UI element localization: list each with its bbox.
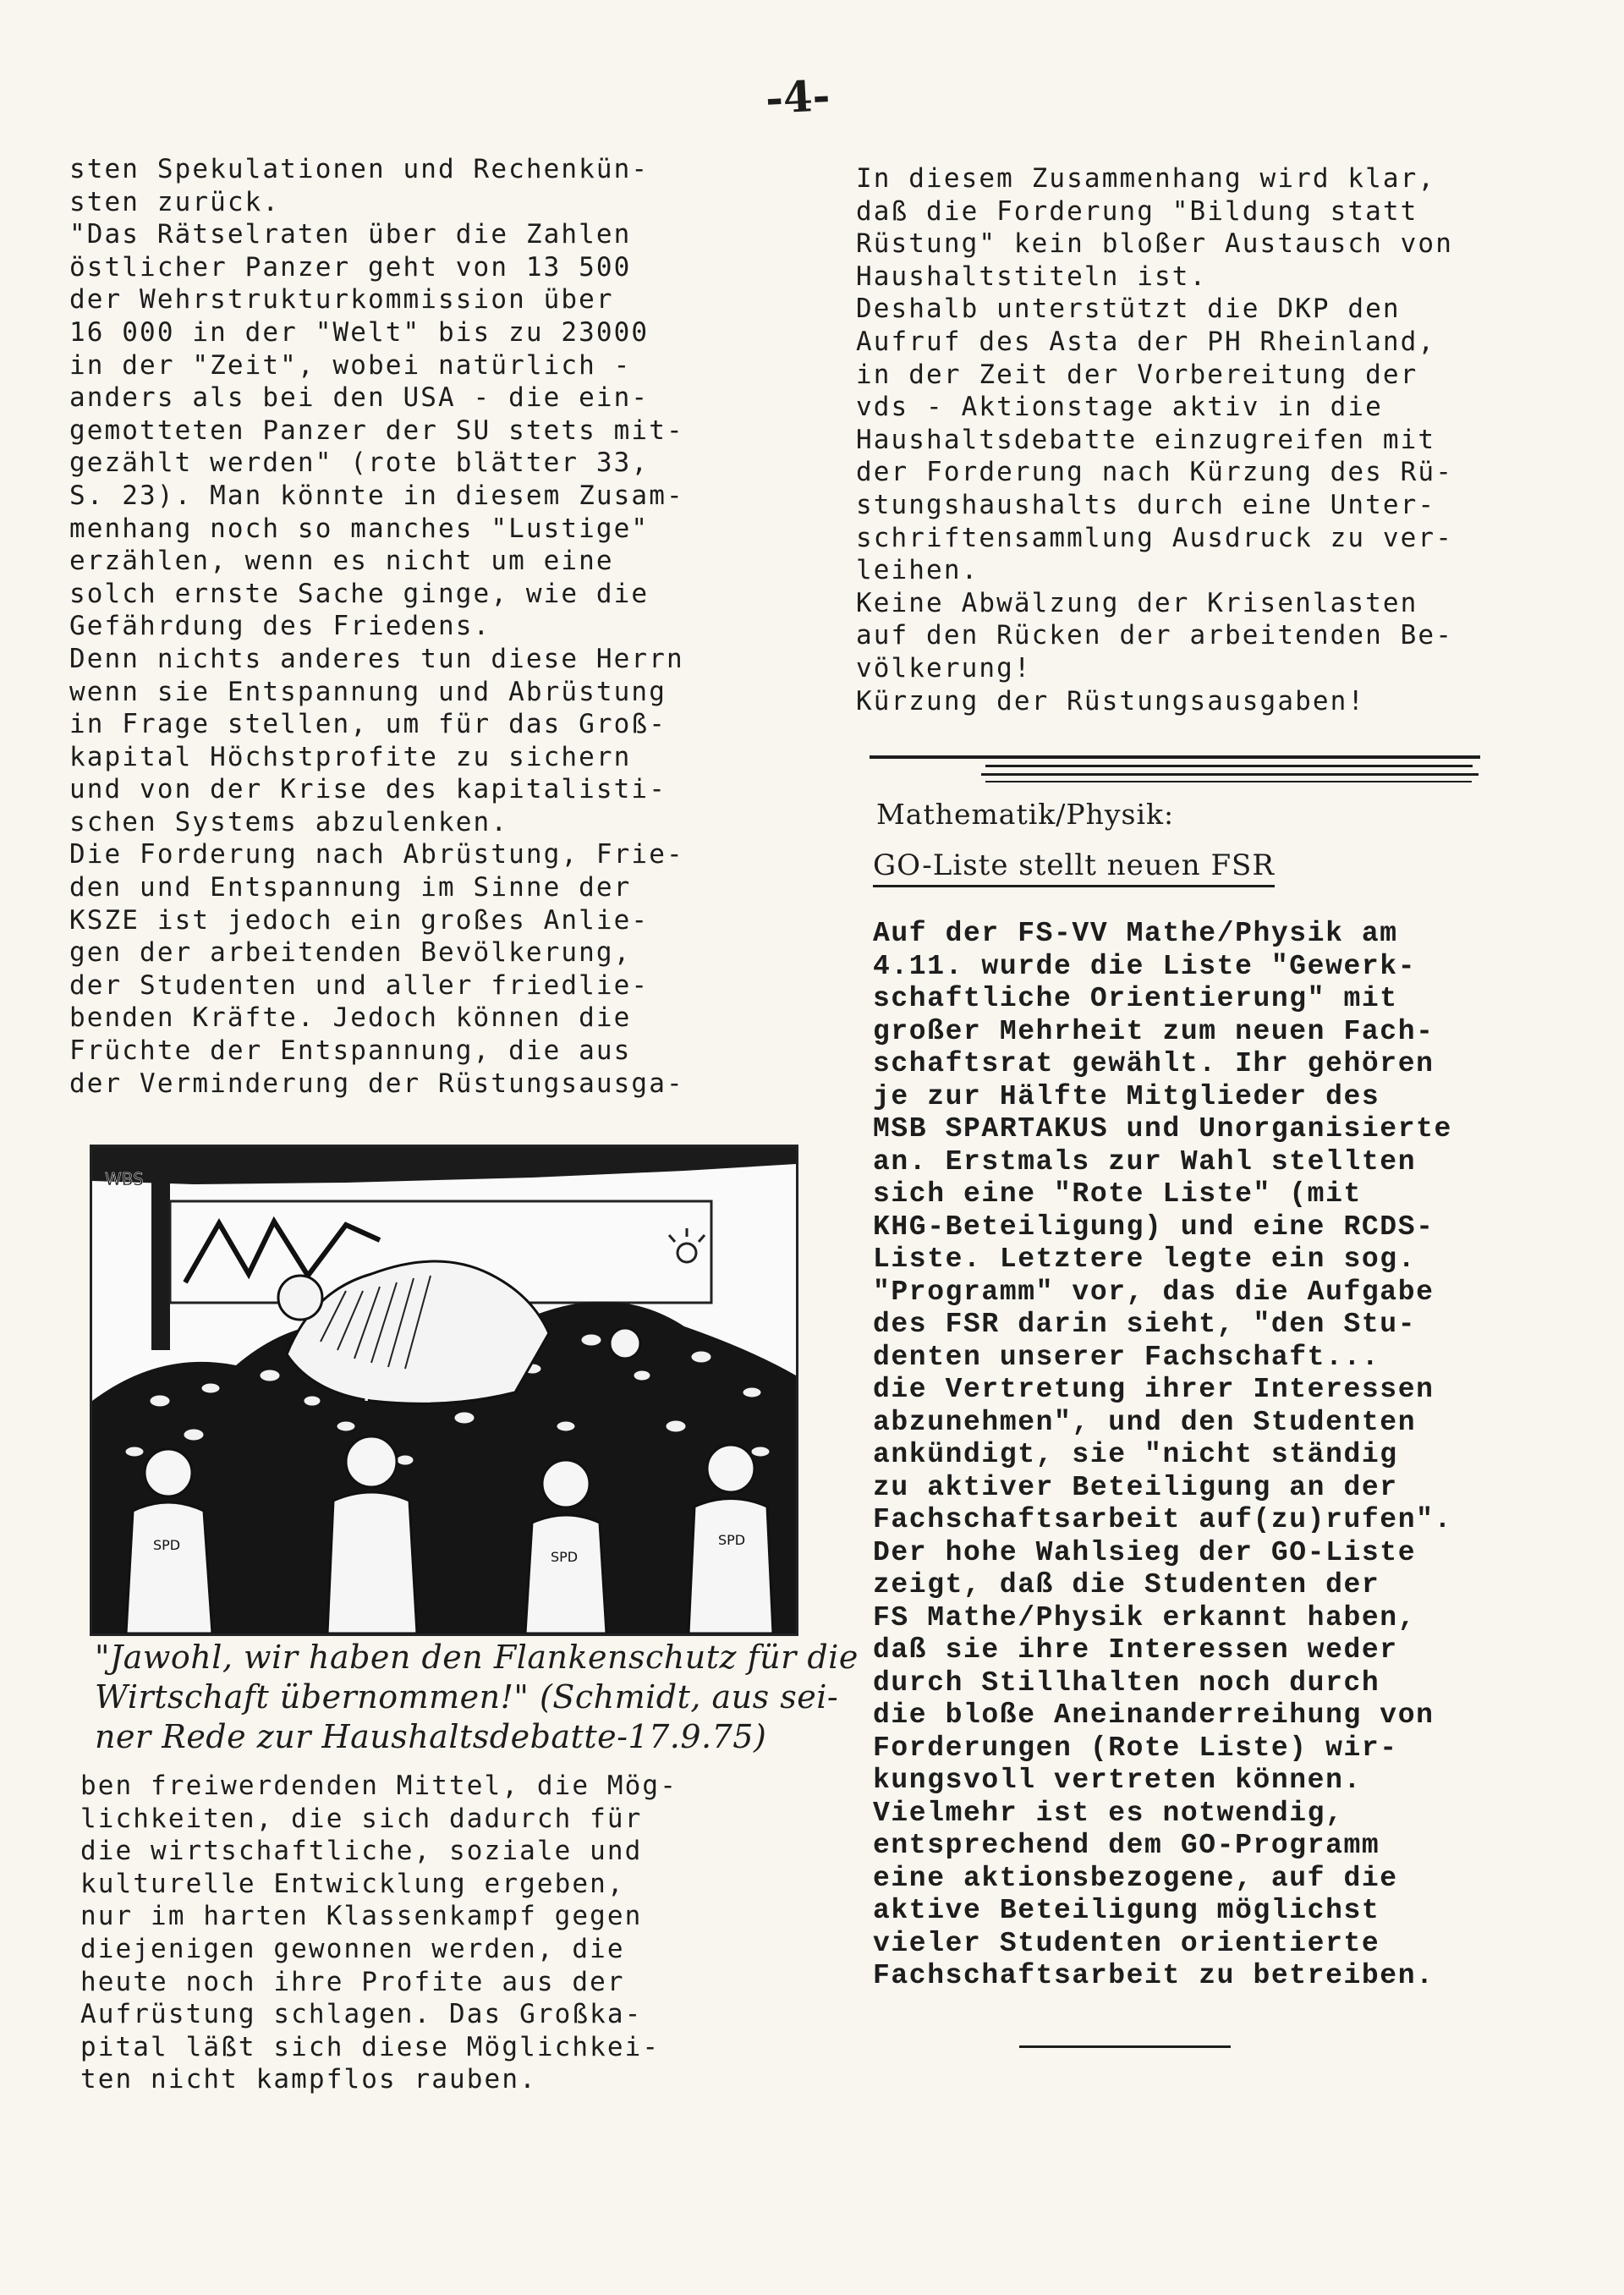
text-line: sten zurück. [69,186,281,217]
text-line: den und Entspannung im Sinne der [69,872,632,903]
text-line: die bloße Aneinanderreihung von [873,1699,1435,1731]
text-line: Deshalb unterstützt die DKP den [856,294,1401,325]
text-line: Kürzung der Rüstungsausgaben! [856,685,1366,717]
column-left-top [69,153,684,1100]
separator-rule [870,755,1480,759]
cartoon-label-spd-1: SPD [153,1537,181,1553]
text-line: schriftensammlung Ausdruck zu ver- [856,522,1453,553]
text-line: kungsvoll vertreten können. [873,1765,1362,1796]
separator-rule [985,781,1472,782]
text-line: daß sie ihre Interessen weder [873,1634,1398,1666]
text-line: pital läßt sich diese Möglichkei- [80,2031,661,2062]
text-line: kulturelle Entwicklung ergeben, [80,1868,625,1899]
cartoon-label-spd-2: SPD [551,1549,579,1565]
text-line: eine aktionsbezogene, auf die [873,1862,1398,1894]
text-line: Die Forderung nach Abrüstung, Frie- [69,839,684,870]
text-line: menhang noch so manches "Lustige" [69,513,650,544]
text-line: solch ernste Sache ginge, wie die [69,578,650,609]
text-line: Liste. Letztere legte ein sog. [873,1244,1417,1275]
caption-line: "Jawohl, wir haben den Flankenschutz für die [95,1639,859,1676]
text-line: zeigt, daß die Studenten der [873,1569,1380,1600]
text-line: großer Mehrheit zum neuen Fach- [873,1015,1435,1047]
text-line: 16 000 in der "Welt" bis zu 23000 [69,316,650,348]
text-line: erzählen, wenn es nicht um eine [69,546,614,577]
text-line: diejenigen gewonnen werden, die [80,1933,625,1964]
text-line: sten Spekulationen und Rechenkün- [69,154,650,184]
column-left-bottom [80,1770,678,2096]
text-line: die wirtschaftliche, soziale und [80,1836,643,1867]
text-line: "Programm" vor, das die Aufgabe [873,1276,1435,1308]
text-line: gemotteten Panzer der SU stets mit- [69,415,684,446]
page-number: -4- [764,70,831,124]
text-line: Haushaltstiteln ist. [856,261,1208,292]
text-line: aktive Beteiligung möglichst [873,1895,1380,1926]
text-line: FS Mathe/Physik erkannt haben, [873,1601,1417,1633]
text-line: Denn nichts anderes tun diese Herrn [69,643,684,674]
text-line: zu aktiver Beteiligung an der [873,1471,1398,1503]
text-line: In diesem Zusammenhang wird klar, [856,163,1436,194]
text-line: entsprechend dem GO-Programm [873,1830,1380,1861]
text-line: durch Stillhalten noch durch [873,1666,1380,1699]
text-line: gezählt werden" (rote blätter 33, [69,447,650,479]
text-line: vds - Aktionstage aktiv in die [856,392,1383,423]
caption-line: ner Rede zur Haushaltsdebatte-17.9.75) [95,1718,767,1755]
text-line: gen der arbeitenden Bevölkerung, [69,937,632,969]
text-line: völkerung! [856,652,1032,684]
text-line: nur im harten Klassenkampf gegen [80,1901,643,1932]
text-line: die Vertretung ihrer Interessen [873,1374,1435,1405]
text-line: ten nicht kampflos rauben. [80,2064,537,2095]
text-line: wenn sie Entspannung und Abrüstung [69,676,667,707]
text-line: heute noch ihre Profite aus der [80,1966,625,1997]
text-line: auf den Rücken der arbeitenden Be- [856,620,1453,651]
text-line: östlicher Panzer geht von 13 500 [69,251,632,283]
text-line: Fachschaftsarbeit zu betreiben. [873,1960,1435,1991]
text-line: sich eine "Rote Liste" (mit [873,1178,1362,1210]
text-line: der Verminderung der Rüstungsausga- [69,1068,684,1099]
text-line: Der hohe Wahlsieg der GO-Liste [873,1536,1417,1568]
text-line: 4.11. wurde die Liste "Gewerk- [873,950,1417,982]
end-rule [1019,2045,1231,2048]
text-line: an. Erstmals zur Wahl stellten [873,1145,1417,1178]
text-line: Forderungen (Rote Liste) wir- [873,1732,1398,1764]
section-headline: GO-Liste stellt neuen FSR [873,848,1275,887]
text-line: leihen. [856,555,979,586]
text-line: Keine Abwälzung der Krisenlasten [856,587,1418,618]
text-line: Aufrüstung schlagen. Das Großka- [80,1999,643,2030]
text-line: lichkeiten, die sich dadurch für [80,1803,643,1834]
text-line: Früchte der Entspannung, die aus [69,1035,632,1067]
caption-line: Wirtschaft übernommen!" (Schmidt, aus sei- [95,1678,839,1716]
text-line: je zur Hälfte Mitglieder des [873,1080,1380,1112]
text-line: der Studenten und aller friedlie- [69,969,650,1001]
text-line: schaftsrat gewählt. Ihr gehören [873,1048,1435,1079]
section-kicker: Mathematik/Physik: [876,798,1175,831]
text-line: Gefährdung des Friedens. [69,611,491,642]
cartoon-label-spd-3: SPD [718,1532,746,1548]
text-line: in Frage stellen, um für das Groß- [69,709,667,740]
text-line: der Wehrstrukturkommission über [69,284,614,316]
separator-rule [985,765,1473,767]
text-line: S. 23). Man könnte in diesem Zusam- [69,480,684,511]
text-line: ankündigt, sie "nicht ständig [873,1439,1398,1470]
text-line: und von der Krise des kapitalisti- [69,774,667,805]
text-line: stungshaushalts durch eine Unter- [856,489,1436,520]
column-right-top [856,162,1453,717]
text-line: kapital Höchstprofite zu sichern [69,741,632,772]
text-line: schen Systems abzulenken. [69,806,509,837]
cartoon-caption [95,1638,859,1757]
section-body [873,918,1452,1993]
text-line: KSZE ist jedoch ein großes Anlie- [69,904,650,936]
text-line: Aufruf des Asta der PH Rheinland, [856,326,1436,357]
text-line: des FSR darin sieht, "den Stu- [873,1309,1417,1340]
cartoon-question-mark: ? [359,1375,376,1408]
text-line: in der "Zeit", wobei natürlich - [69,349,632,381]
cartoon-illustration [90,1145,798,1636]
text-line: vieler Studenten orientierte [873,1927,1380,1959]
text-line: MSB SPARTAKUS und Unorganisierte [873,1113,1452,1145]
text-line: "Das Rätselraten über die Zahlen [69,219,632,250]
text-line: benden Kräfte. Jedoch können die [69,1002,632,1034]
text-line: Auf der FS-VV Mathe/Physik am [873,918,1398,949]
text-line: Rüstung" kein bloßer Austausch von [856,228,1453,260]
text-line: ben freiwerdenden Mittel, die Mög- [80,1771,678,1801]
cartoon-signature: WBS [105,1169,144,1189]
text-line: schaftliche Orientierung" mit [873,983,1398,1014]
text-line: KHG-Beteiligung) und eine RCDS- [873,1211,1435,1243]
text-line: daß die Forderung "Bildung statt [856,195,1418,227]
text-line: anders als bei den USA - die ein- [69,382,650,414]
text-line: abzunehmen", und den Studenten [873,1406,1417,1438]
text-line: Haushaltsdebatte einzugreifen mit [856,424,1436,455]
text-line: Fachschaftsarbeit auf(zu)rufen". [873,1504,1452,1535]
text-line: in der Zeit der Vorbereitung der [856,359,1418,390]
separator-rule [981,773,1479,776]
text-line: Vielmehr ist es notwendig, [873,1797,1344,1829]
text-line: denten unserer Fachschaft... [873,1341,1380,1373]
text-line: der Forderung nach Kürzung des Rü- [856,457,1453,488]
